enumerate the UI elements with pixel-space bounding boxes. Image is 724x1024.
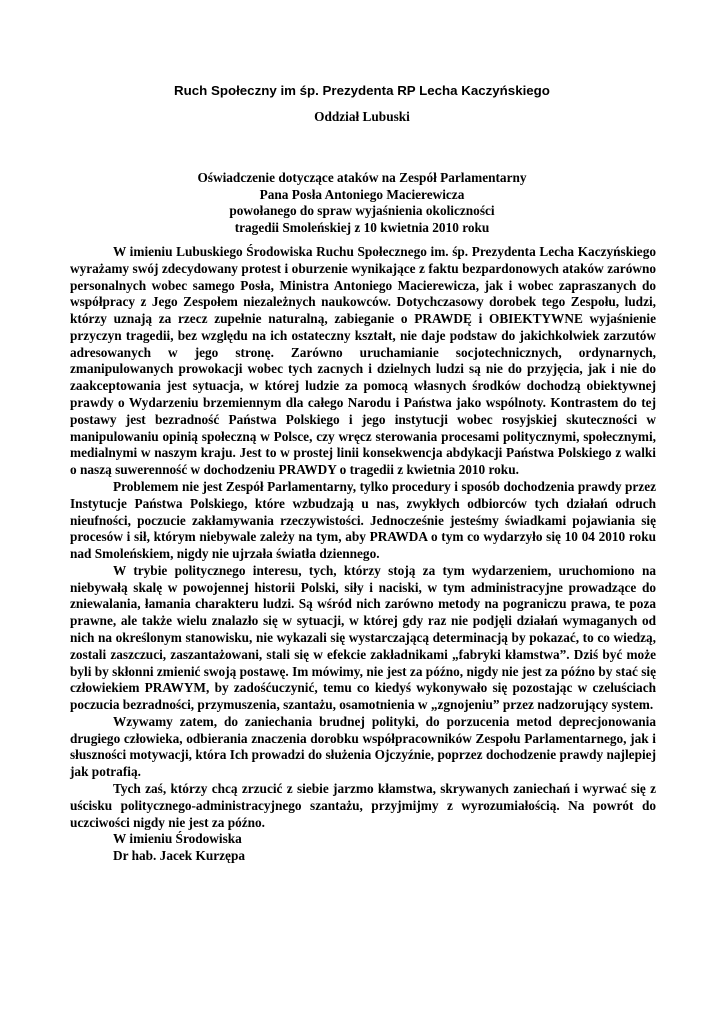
organization-title: Ruch Społeczny im śp. Prezydenta RP Lecha Kaczyńskiego <box>174 83 550 98</box>
body-paragraph: W imieniu Lubuskiego Środowiska Ruchu Społecznego im. śp. Prezydenta Lecha Kaczyńskiego wyrażamy swój zdecydowany protest i oburzenie wynikające z faktu bezpardonowych ataków zarówno personalnych wobec samego Posła, Ministra Antoniego Macierewicza, jak i wobec zapraszanych do współpracy z Jego Zespołem niezależnych naukowców. Dotychczasowy dorobek tego Zespołu, ludzi, którzy uznają za rzecz zupełnie naturalną, zabieganie o PRAWDĘ i OBIEKTYWNE wyjaśnienie przyczyn tragedii, bez względu na ich ostateczny kształt, nie daje podstaw do jakichkolwiek zarzutów adresowanych w jego stronę. Zarówno uruchamianie socjotechnicznych, ordynarnych, zmanipulowanych prowokacji wobec tych zacnych i dzielnych ludzi są nie do przyjęcia, jak i nie do zaakceptowania jest sytuacja, w której ludzie za pomocą własnych środków dochodzą obiektywnej prawdy o Wydarzeniu brzemiennym dla całego Narodu i Państwa jako wspólnoty. Kontrastem do tej postawy jest bezradność Państwa Polskiego i jego instytucji wobec rosyjskiej skuteczności w manipulowaniu opinią społeczną w Polsce, czy wręcz sterowania procesami politycznymi, społecznymi, medialnymi w naszym kraju. Jest to w prostej linii konsekwencja abdykacji Państwa Polskiego z walki o naszą suwerenność w dochodzeniu PRAWDY o tragedii z kwietnia 2010 roku. <box>70 244 656 478</box>
statement-body <box>70 244 656 865</box>
body-paragraph: Problemem nie jest Zespół Parlamentarny, tylko procedury i sposób dochodzenia prawdy przez Instytucje Państwa Polskiego, które wzbudzają u nas, zwykłych odbiorców tych działań odruch nieufności, poczucie zakłamywania rzeczywistości. Jednocześnie jesteśmy świadkami pojawiania się procesów i sił, którym niebywale zależy na tym, aby PRAWDA o tym co wydarzyło się 10 04 2010 roku nad Smoleńskiem, nigdy nie ujrzała światła dziennego. <box>70 478 656 562</box>
statement-title <box>0 170 724 237</box>
statement-title-line: Oświadczenie dotyczące ataków na Zespół Parlamentarny <box>197 170 527 185</box>
statement-title-line: powołanego do spraw wyjaśnienia okoliczności <box>229 203 495 219</box>
signature-on-behalf: W imieniu Środowiska <box>113 831 242 847</box>
body-paragraph: W trybie politycznego interesu, tych, którzy stoją za tym wydarzeniem, uruchomiono na niebywałą skalę w powojennej historii Polski, siły i naciski, w tym administracyjne prowadzące do zniewalania, łamania charakteru ludzi. Są wśród nich zarówno metody na pograniczu prawa, te poza prawne, ale także wielu znalazło się w sytuacji, w której gdy raz nie podjęli działań wymaganych od nich na określonym stanowisku, nie wykazali się wystarczającą determinacją by pokazać, to co wiedzą, zostali zaszczuci, zaszantażowani, stali się w efekcie zakładnikami „fabryki kłamstwa”. Dziś być może byli by skłonni zmienić swoją postawę. Im mówimy, nie jest za późno, nigdy nie jest za późno by stać się człowiekiem PRAWYM, by zadośćuczynić, temu co kiedyś wykonywało się pozostając w czeluściach poczucia bezradności, przymuszenia, szantażu, osamotnienia w „zgnojeniu” przez nadzorujący system. <box>70 562 656 713</box>
signature-name: Dr hab. Jacek Kurzępa <box>113 848 245 864</box>
branch-name: Oddział Lubuski <box>314 109 410 124</box>
signature-block <box>70 831 656 865</box>
statement-title-line: Pana Posła Antoniego Macierewicza <box>259 186 465 202</box>
body-paragraph: Wzywamy zatem, do zaniechania brudnej polityki, do porzucenia metod deprecjonowania drugiego człowieka, odbierania znaczenia dorobku współpracowników Zespołu Parlamentarnego, jak i słuszności motywacji, która Ich prowadzi do służenia Ojczyźnie, poprzez dochodzenie prawdy najlepiej jak potrafią. <box>70 713 656 780</box>
statement-title-line: tragedii Smoleńskiej z 10 kwietnia 2010 roku <box>234 220 490 236</box>
body-paragraph: Tych zaś, którzy chcą zrzucić z siebie jarzmo kłamstwa, skrywanych zaniechań i wyrwać się z uścisku politycznego-administracyjnego szantażu, przyjmijmy z wyrozumiałością. Na powrót do uczciwości nigdy nie jest za późno. <box>70 781 656 830</box>
